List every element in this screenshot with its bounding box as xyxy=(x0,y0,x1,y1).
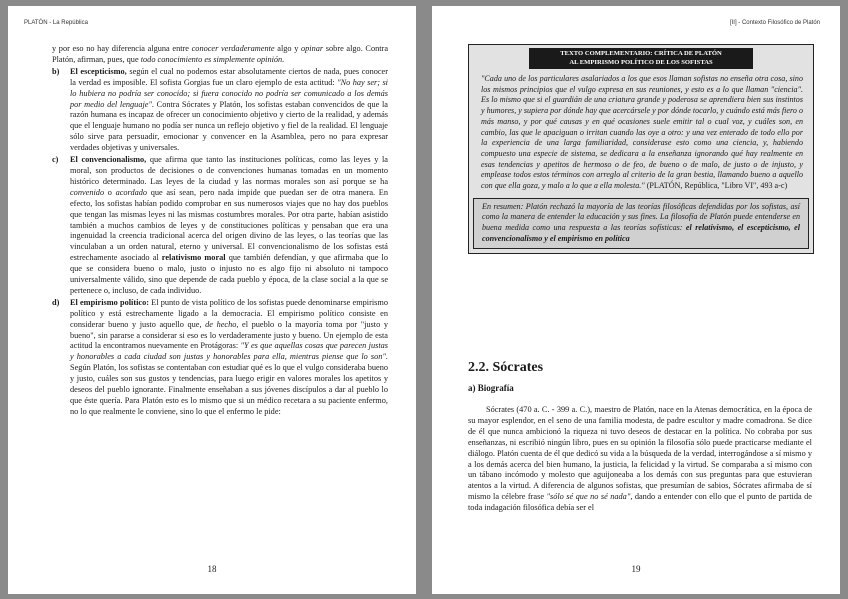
running-head: [II] - Contexto Filosófico de Platón xyxy=(729,20,820,26)
item-heading: El empirismo político: xyxy=(70,297,149,307)
text-run: Sócrates (470 a. C. - 399 a. C.), maestro de Platón, nace en la Atenas democrática, en la época de su mayor esplendor, en el seno de una familia modesta, de padre escultor y madre comadrona. Se dice de él que nunca ambicionó la riqueza ni tuvo deseos de destacar en la política. No cobraba por sus enseñanzas, ni escribió ningún libro, pues en su opinión la filosofía sólo puede practicarse mediante el diálogo. Platón cuenta de él que dedicó su vida a la búsqueda de la verdad, interrogándose a sí mismo y a los demás acerca del bien humano, la justicia, la felicidad y la virtud. Se comparaba a sí mismo con un tábano incómodo y molesto que aguijoneaba a los demás con sus preguntas para que estuvieran atentos a la virtud. A diferencia de algunos sofistas, que presumían de sabios, Sócrates afirmaba de sí mismo la célebre frase xyxy=(468,405,812,502)
section-title: 2.2. Sócrates xyxy=(468,360,544,375)
text-run: algo y xyxy=(274,44,301,53)
box-title xyxy=(529,48,753,69)
text-run: que así sean, pero nada impide que puedan ser de otra manera. En efecto, los sofistas habían podido comprobar en sus numerosos viajes que no hay dos pueblos que tengan las mismas leyes ni las mismas costumbres morales. Por otra parte, habían asistido también a muchos cambios de leyes y de constituciones políticas y pensaban que era una ingenuidad la creencia tradicional acerca del origen divino de las leyes, o las teorías que las vinculaban a un orden natural, eterno y universal. El convencionalismo de los sofistas está estrechamente asociado al xyxy=(70,187,388,263)
biography-paragraph xyxy=(468,405,812,513)
text-italic: "sólo sé que no sé nada" xyxy=(546,492,631,502)
text-run: según el cual no podemos estar absolutamente ciertos de nada, pues conocer la verdad es imposible. El sofista Gorgias fue un claro ejemplo de esta actitud: xyxy=(70,66,388,87)
complementary-text-box xyxy=(468,44,814,254)
text-italic: convenido xyxy=(70,187,105,197)
summary-text: En resumen: Platón rechazó la mayoría de las teorías filosóficas defendidas por los sofistas, así como la manera de entender la educación y sus fines. La filosofía de Platón puede entenderse en buena medida como una respuesta a las teorías sofísticas: xyxy=(482,201,800,233)
text-italic: "No hay ser; si lo hubiera no podría ser conocido; si fuera conocido no podría ser comunicado a los demás por medio del lenguaje". xyxy=(70,77,388,109)
text-italic: acordado xyxy=(115,187,148,197)
left-page xyxy=(8,6,416,594)
summary-bold: el relativismo, el escepticismo, el convencionalismo y el empirismo en política xyxy=(482,223,800,243)
text-run: , dando a entender con ello que el punto de partida de toda indagación filosófica debía ser el xyxy=(468,492,812,512)
box-title-line: TEXTO COMPLEMENTARIO: CRÍTICA DE PLATÓN xyxy=(560,50,722,57)
text-run: que afirma que tanto las instituciones políticas, como las leyes y la moral, son productos de decisiones o de convenciones humanas tomadas en un momento histórico determinado. Las leyes de la ciudad y las normas morales son así porque se ha xyxy=(70,155,388,186)
quote-text: "Cada uno de los particulares asalariados a los que esos llaman sofistas no enseña otra cosa, sino los mismos principios que el vulgo expresa en sus reuniones, y esto es a lo que llaman "ciencia". Es lo mismo que si el guardián de una criatura grande y poderosa se aprendiera bien sus instintos y humores, y supiera por dónde hay que acercársele y por dónde tocarlo, y cuándo está más fiero o más manso, y por qué causas y en qué ocasiones suele emitir tal o cual voz, y cuáles son, en cambio, las que le apaciguan o irritan cuando las oye a otro: y una vez enterado de todo ello por la experiencia de una larga familiaridad, considerase esto como una ciencia, y, habiendo compuesto una especie de sistema, se dedicara a la enseñanza ignorando qué hay realmente en esas tendencias y apetitos de hermoso o de feo, de bueno o de malo, de justo o de injusto, y emplease todos estos términos con arreglo al criterio de la gran bestia, llamando bueno a aquello con que ella goza, y malo a lo que a ella molesta." xyxy=(481,74,803,191)
plato-quote xyxy=(481,74,803,192)
item-heading: El convencionalismo, xyxy=(70,155,147,165)
running-head: PLATÓN - La República xyxy=(24,20,88,26)
item-heading: El escepticismo, xyxy=(70,66,127,76)
subsection-title: a) Biografía xyxy=(468,383,514,393)
text-run: El punto de vista político de los sofistas puede denominarse empirismo político y está estrechamente ligado a la democracia. El empirismo político consiste en considerar bueno y justo aquello que, xyxy=(70,297,388,329)
item-label: c) xyxy=(52,155,59,165)
box-title-line: AL EMPIRISMO POLÍTICO DE LOS SOFISTAS xyxy=(569,58,713,66)
text-bold: relativismo moral xyxy=(161,253,226,263)
item-label: d) xyxy=(52,297,60,307)
text-run: Contra Sócrates y Platón, los sofistas estaban convencidos de que la razón humana es incapaz de ofrecer un conocimiento objetivo y cierto de la realidad, y además que el lenguaje humano no podía ser nunca un reflejo objetivo y fiel de la realidad. El lenguaje sólo sirve para persuadir, emocionar y convencer en la Asamblea, pero no para expresar verdades objetivas y universales. xyxy=(70,99,388,153)
text-italic: de hecho xyxy=(205,319,237,329)
text-italic: todo conocimiento es simplemente opinión. xyxy=(140,54,285,64)
text-run: Según Platón, los sofistas se contentaban con estudiar qué es lo que el vulgo consideraba bueno y justo, cuáles son sus gustos y tendencias, para luego erigir en valores morales los apetitos y deseos del pueblo ignorante. Finalmente enseñaban a sus jóvenes discípulos a dar al pueblo lo que éste quería. Para Platón esto es lo mismo que si un médico recetara a su paciente enfermo, no lo que realmente le conviene, sino lo que el enfermo le pide: xyxy=(70,363,388,416)
page-number: 19 xyxy=(631,564,641,574)
left-column xyxy=(52,44,388,418)
text-run: que también defendían, y que afirmaba que lo que se considera bueno o malo, justo o injusto no es algo fijo ni absoluto ni tampoco universalmente válido, sino que depende de cada pueblo y época, de la clase social a la que se pertenece o, incluso, de cada individuo. xyxy=(70,253,389,295)
item-escepticismo xyxy=(52,67,388,154)
intro-paragraph xyxy=(52,44,388,66)
summary-box xyxy=(473,198,809,249)
item-empirismo xyxy=(52,298,388,418)
right-page xyxy=(432,6,840,594)
text-italic: opinar xyxy=(301,44,324,53)
text-italic: conocer verdaderamente xyxy=(191,44,275,53)
text-italic: "Y es que aquellas cosas que parecen justas y honorables a cada ciudad son justas y honorables para ella, mientras piense que lo son". xyxy=(70,341,388,362)
text-run: , el pueblo o la mayoría toma por "justo y bueno", sin pararse a considerar si eso es lo verdaderamente justo y bueno. Un ejemplo de esta actitud la encontramos nuevamente en Protágoras: xyxy=(70,319,388,351)
quote-citation: (PLATÓN, República, "Libro VI", 493 a-c) xyxy=(644,181,788,191)
text-run: sobre algo. Contra Platón, afirman, pues, que xyxy=(52,44,389,64)
item-label: b) xyxy=(52,66,60,76)
page-number: 18 xyxy=(207,564,217,574)
text-run: o xyxy=(104,187,116,197)
item-convencionalismo xyxy=(52,155,388,297)
text-run: y por eso no hay diferencia alguna entre xyxy=(52,44,192,53)
